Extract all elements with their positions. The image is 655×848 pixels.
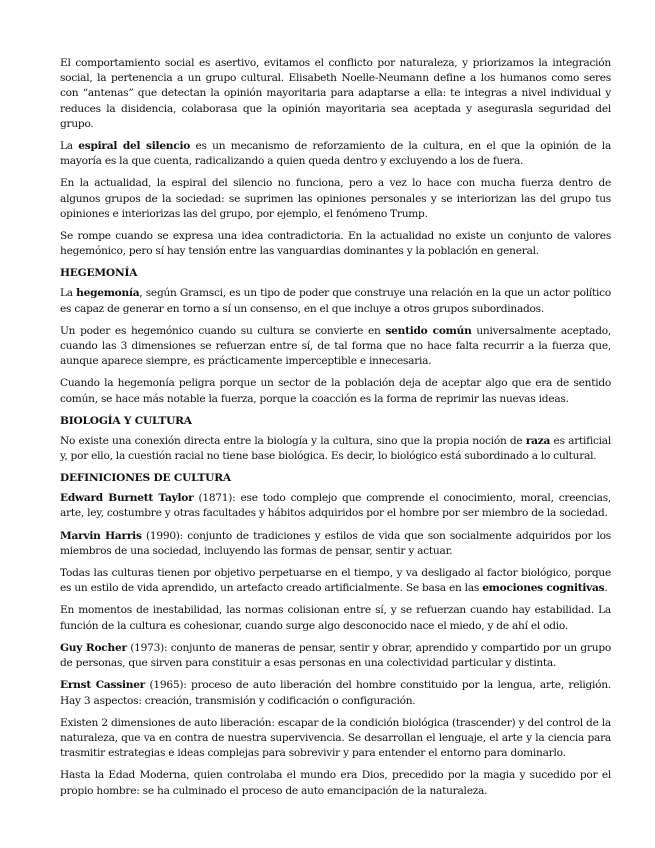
term-sentido-comun: sentido común bbox=[385, 324, 472, 337]
paragraph-cassiner: Ernst Cassiner (1965): proceso de auto liberación del hombre constituido por la lengua, arte, religión. Hay 3 aspectos: creación, transmisión y codificación o configuración. bbox=[60, 679, 611, 707]
paragraph-auto-liberacion: Existen 2 dimensiones de auto liberación: escapar de la condición biológica (trascender) y del control de la naturaleza, que va en contra de nuestra supervivencia. Se desarrollan el lenguaje, el arte y la ciencia para trasmitir estrategias e ideas complejas para sobrevivir y para entender el entorno para dominarlo. bbox=[60, 716, 611, 760]
author-cassiner: Ernst Cassiner bbox=[60, 679, 146, 692]
paragraph-raza: No existe una conexión directa entre la biología y la cultura, sino que la propia noción de raza es artificial y, por ello, la cuestión racial no tiene base biológica. Es decir, lo biológico está subordinado a lo cultural. bbox=[60, 434, 611, 463]
paragraph-rocher: Guy Rocher (1973): conjunto de maneras de pensar, sentir y obrar, aprendido y compartido por un grupo de personas, que sirven para constituir a esas personas en una colectividad particular y distinta. bbox=[60, 641, 612, 670]
heading-biologia-cultura: BIOLOGÍA Y CULTURA bbox=[60, 414, 192, 427]
paragraph-noelle-neumann: El comportamiento social es asertivo, evitamos el conflicto por naturaleza, y priorizamos la integración social, la pertenencia a un grupo cultural. Elisabeth Noelle-Neumann define a los humanos como seres con “antenas” que detectan la opinión mayoritaria para adaptarse a ella: te integras a nivel individual y reduces la disidencia, colaborasa que la opinión mayoritaria sea aceptada y asegurasla seguridad del grupo. bbox=[60, 57, 611, 130]
paragraph-poder-hegemonico: Un poder es hegemónico cuando su cultura se convierte en sentido común universalmente aceptado, cuando las 3 dimensiones se refuerzan entre sí, de tal forma que no hace falta recurrir a la fuerza que, aunque aparece siempre, es prácticamente imperceptible e innecesaria. bbox=[60, 324, 611, 368]
heading-definiciones-cultura: DEFINICIONES DE CULTURA bbox=[60, 472, 231, 485]
paragraph-perpetuarse: Todas las culturas tienen por objetivo perpetuarse en el tiempo, y va desligado al factor biológico, porque es un estilo de vida aprendido, un artefacto creado artificialmente. Se basa en las emociones cognitivas. bbox=[60, 567, 611, 595]
term-raza: raza bbox=[525, 434, 551, 447]
paragraph-espiral-silencio: La espiral del silencio es un mecanismo de reforzamiento de la cultura, en el que la opinión de la mayoría es la que cuenta, radicalizando a quien queda dentro y excluyendo a los de fuera. bbox=[60, 140, 612, 168]
term-espiral-silencio: espiral del silencio bbox=[78, 140, 191, 153]
paragraph-inestabilidad: En momentos de inestabilidad, las normas colisionan entre sí, y se refuerzan cuando hay estabilidad. La función de la cultura es cohesionar, cuando surge algo desconocido nace el miedo, y de ahí el odio. bbox=[60, 604, 611, 632]
author-taylor: Edward Burnett Taylor bbox=[60, 492, 194, 505]
heading-hegemonia: HEGEMONÍA bbox=[60, 267, 138, 280]
author-harris: Marvin Harris bbox=[60, 529, 142, 542]
paragraph-idea-contradictoria: Se rompe cuando se expresa una idea contradictoria. En la actualidad no existe un conjunto de valores hegemónico, pero sí hay tensión entre las vanguardias dominantes y la población en general. bbox=[60, 230, 611, 258]
paragraph-hegemonia-gramsci: La hegemonía, según Gramsci, es un tipo de poder que construye una relación en la que un actor político es capaz de generar en torno a sí un consenso, en el que incluye a otros grupos subordinados. bbox=[60, 287, 611, 315]
paragraph-harris: Marvin Harris (1990): conjunto de tradiciones y estilos de vida que son socialmente adquiridos por los miembros de una sociedad, incluyendo las formas de pensar, sentir y actuar. bbox=[60, 529, 611, 557]
paragraph-edad-moderna: Hasta la Edad Moderna, quien controlaba el mundo era Dios, precedido por la magia y sucedido por el propio hombre: se ha culminado el proceso de auto emancipación de la naturaleza. bbox=[60, 769, 611, 797]
paragraph-espiral-actualidad: En la actualidad, la espiral del silencio no funciona, pero a vez lo hace con mucha fuerza dentro de algunos grupos de la sociedad: se suprimen las opiniones personales y se interiorizan las del grupo tus opiniones e interiorizas las del grupo, por ejemplo, el fenómeno Trump. bbox=[60, 177, 611, 220]
term-emociones-cognitivas: emociones cognitivas bbox=[482, 582, 605, 595]
paragraph-hegemonia-peligra: Cuando la hegemonía peligra porque un sector de la población deja de aceptar algo que era de sentido común, se hace más notable la fuerza, porque la coacción es la forma de reprimir las nuevas ideas. bbox=[60, 377, 611, 405]
term-hegemonia: hegemonía bbox=[76, 287, 140, 300]
paragraph-taylor: Edward Burnett Taylor (1871): ese todo complejo que comprende el conocimiento, moral, creencias, arte, ley, costumbre y otras facultades y hábitos adquiridos por el hombre por ser miembro de la sociedad. bbox=[60, 492, 612, 520]
author-rocher: Guy Rocher bbox=[60, 641, 127, 654]
